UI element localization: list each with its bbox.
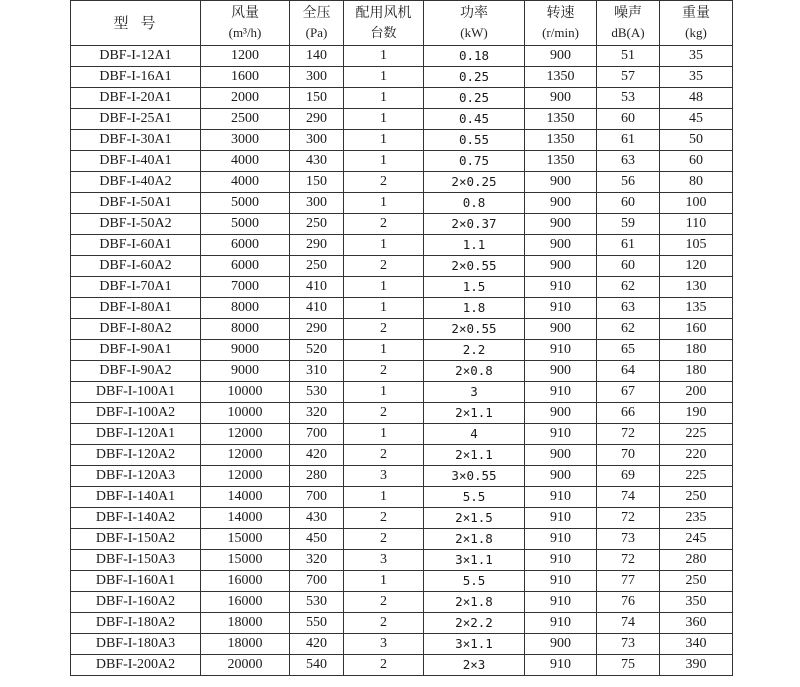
total-pressure-cell: 550 bbox=[290, 613, 344, 634]
header-weight-unit: (kg) bbox=[685, 25, 707, 40]
total-pressure-cell: 520 bbox=[290, 340, 344, 361]
table-row bbox=[71, 214, 733, 235]
air-flow-cell: 5000 bbox=[201, 214, 290, 235]
noise-cell: 75 bbox=[597, 655, 660, 676]
total-pressure-cell: 280 bbox=[290, 466, 344, 487]
header-noise-unit: dB(A) bbox=[611, 25, 645, 40]
speed-cell: 900 bbox=[525, 403, 597, 424]
air-flow-cell: 6000 bbox=[201, 256, 290, 277]
table-row bbox=[71, 466, 733, 487]
header-weight-label: 重量 bbox=[682, 5, 710, 21]
total-pressure-cell: 320 bbox=[290, 403, 344, 424]
fan-count-cell: 1 bbox=[344, 151, 424, 172]
power-cell: 2×1.1 bbox=[424, 445, 525, 466]
fan-count-cell: 1 bbox=[344, 46, 424, 67]
weight-cell: 80 bbox=[660, 172, 733, 193]
noise-cell: 72 bbox=[597, 508, 660, 529]
total-pressure-cell: 150 bbox=[290, 172, 344, 193]
noise-cell: 66 bbox=[597, 403, 660, 424]
model-cell: DBF-I-140A2 bbox=[71, 508, 201, 529]
table-row bbox=[71, 46, 733, 67]
speed-cell: 910 bbox=[525, 424, 597, 445]
air-flow-cell: 9000 bbox=[201, 340, 290, 361]
fan-count-cell: 2 bbox=[344, 361, 424, 382]
fan-count-cell: 1 bbox=[344, 382, 424, 403]
air-flow-cell: 8000 bbox=[201, 298, 290, 319]
weight-cell: 180 bbox=[660, 340, 733, 361]
weight-cell: 220 bbox=[660, 445, 733, 466]
speed-cell: 900 bbox=[525, 361, 597, 382]
speed-cell: 910 bbox=[525, 550, 597, 571]
total-pressure-cell: 430 bbox=[290, 151, 344, 172]
speed-cell: 900 bbox=[525, 319, 597, 340]
air-flow-cell: 12000 bbox=[201, 424, 290, 445]
noise-cell: 59 bbox=[597, 214, 660, 235]
speed-cell: 1350 bbox=[525, 109, 597, 130]
model-cell: DBF-I-80A2 bbox=[71, 319, 201, 340]
speed-cell: 910 bbox=[525, 298, 597, 319]
model-cell: DBF-I-100A1 bbox=[71, 382, 201, 403]
air-flow-cell: 8000 bbox=[201, 319, 290, 340]
total-pressure-cell: 700 bbox=[290, 424, 344, 445]
noise-cell: 70 bbox=[597, 445, 660, 466]
table-row bbox=[71, 235, 733, 256]
model-cell: DBF-I-25A1 bbox=[71, 109, 201, 130]
model-cell: DBF-I-40A2 bbox=[71, 172, 201, 193]
table-row bbox=[71, 340, 733, 361]
model-cell: DBF-I-40A1 bbox=[71, 151, 201, 172]
power-cell: 2×0.55 bbox=[424, 256, 525, 277]
noise-cell: 60 bbox=[597, 193, 660, 214]
model-cell: DBF-I-12A1 bbox=[71, 46, 201, 67]
weight-cell: 235 bbox=[660, 508, 733, 529]
air-flow-cell: 18000 bbox=[201, 634, 290, 655]
weight-cell: 350 bbox=[660, 592, 733, 613]
speed-cell: 900 bbox=[525, 193, 597, 214]
table-row bbox=[71, 298, 733, 319]
header-air-flow-unit: (m³/h) bbox=[228, 25, 262, 40]
power-cell: 1.5 bbox=[424, 277, 525, 298]
weight-cell: 245 bbox=[660, 529, 733, 550]
table-row bbox=[71, 508, 733, 529]
noise-cell: 76 bbox=[597, 592, 660, 613]
power-cell: 0.18 bbox=[424, 46, 525, 67]
speed-cell: 900 bbox=[525, 214, 597, 235]
table-row bbox=[71, 256, 733, 277]
weight-cell: 105 bbox=[660, 235, 733, 256]
header-air-flow bbox=[201, 1, 290, 46]
air-flow-cell: 14000 bbox=[201, 508, 290, 529]
weight-cell: 360 bbox=[660, 613, 733, 634]
model-cell: DBF-I-180A3 bbox=[71, 634, 201, 655]
weight-cell: 130 bbox=[660, 277, 733, 298]
speed-cell: 910 bbox=[525, 529, 597, 550]
header-power-label: 功率 bbox=[460, 5, 488, 21]
speed-cell: 910 bbox=[525, 277, 597, 298]
air-flow-cell: 15000 bbox=[201, 529, 290, 550]
table-row bbox=[71, 151, 733, 172]
air-flow-cell: 16000 bbox=[201, 571, 290, 592]
header-power bbox=[424, 1, 525, 46]
noise-cell: 61 bbox=[597, 130, 660, 151]
header-total-pressure-label: 全压 bbox=[302, 5, 331, 21]
noise-cell: 72 bbox=[597, 550, 660, 571]
header-fan-count-label: 配用风机 bbox=[355, 5, 412, 21]
speed-cell: 1350 bbox=[525, 151, 597, 172]
power-cell: 0.25 bbox=[424, 88, 525, 109]
model-cell: DBF-I-150A2 bbox=[71, 529, 201, 550]
fan-count-cell: 3 bbox=[344, 634, 424, 655]
total-pressure-cell: 250 bbox=[290, 256, 344, 277]
noise-cell: 60 bbox=[597, 109, 660, 130]
power-cell: 3×1.1 bbox=[424, 634, 525, 655]
header-speed bbox=[525, 1, 597, 46]
power-cell: 0.8 bbox=[424, 193, 525, 214]
air-flow-cell: 1600 bbox=[201, 67, 290, 88]
power-cell: 2×0.8 bbox=[424, 361, 525, 382]
model-cell: DBF-I-150A3 bbox=[71, 550, 201, 571]
noise-cell: 62 bbox=[597, 277, 660, 298]
header-fan-count bbox=[344, 1, 424, 46]
table-row bbox=[71, 613, 733, 634]
total-pressure-cell: 700 bbox=[290, 571, 344, 592]
noise-cell: 62 bbox=[597, 319, 660, 340]
table-row bbox=[71, 130, 733, 151]
model-cell: DBF-I-120A3 bbox=[71, 466, 201, 487]
model-cell: DBF-I-50A2 bbox=[71, 214, 201, 235]
weight-cell: 340 bbox=[660, 634, 733, 655]
model-cell: DBF-I-20A1 bbox=[71, 88, 201, 109]
total-pressure-cell: 250 bbox=[290, 214, 344, 235]
speed-cell: 1350 bbox=[525, 130, 597, 151]
weight-cell: 200 bbox=[660, 382, 733, 403]
noise-cell: 73 bbox=[597, 529, 660, 550]
speed-cell: 910 bbox=[525, 592, 597, 613]
noise-cell: 64 bbox=[597, 361, 660, 382]
air-flow-cell: 15000 bbox=[201, 550, 290, 571]
air-flow-cell: 20000 bbox=[201, 655, 290, 676]
fan-count-cell: 1 bbox=[344, 193, 424, 214]
total-pressure-cell: 300 bbox=[290, 193, 344, 214]
weight-cell: 35 bbox=[660, 67, 733, 88]
fan-count-cell: 2 bbox=[344, 529, 424, 550]
table-row bbox=[71, 382, 733, 403]
power-cell: 3×1.1 bbox=[424, 550, 525, 571]
speed-cell: 900 bbox=[525, 46, 597, 67]
power-cell: 2×2.2 bbox=[424, 613, 525, 634]
fan-count-cell: 2 bbox=[344, 172, 424, 193]
power-cell: 5.5 bbox=[424, 571, 525, 592]
total-pressure-cell: 450 bbox=[290, 529, 344, 550]
power-cell: 0.25 bbox=[424, 67, 525, 88]
speed-cell: 1350 bbox=[525, 67, 597, 88]
fan-count-cell: 2 bbox=[344, 445, 424, 466]
air-flow-cell: 18000 bbox=[201, 613, 290, 634]
weight-cell: 225 bbox=[660, 466, 733, 487]
power-cell: 3 bbox=[424, 382, 525, 403]
table-row bbox=[71, 319, 733, 340]
noise-cell: 53 bbox=[597, 88, 660, 109]
noise-cell: 51 bbox=[597, 46, 660, 67]
power-cell: 2×1.5 bbox=[424, 508, 525, 529]
noise-cell: 74 bbox=[597, 487, 660, 508]
fan-count-cell: 1 bbox=[344, 340, 424, 361]
air-flow-cell: 5000 bbox=[201, 193, 290, 214]
header-total-pressure-unit: (Pa) bbox=[305, 25, 328, 40]
weight-cell: 100 bbox=[660, 193, 733, 214]
header-power-unit: (kW) bbox=[460, 25, 488, 40]
total-pressure-cell: 310 bbox=[290, 361, 344, 382]
fan-count-cell: 1 bbox=[344, 277, 424, 298]
speed-cell: 900 bbox=[525, 235, 597, 256]
speed-cell: 910 bbox=[525, 655, 597, 676]
weight-cell: 250 bbox=[660, 487, 733, 508]
header-row bbox=[71, 1, 733, 46]
total-pressure-cell: 320 bbox=[290, 550, 344, 571]
model-cell: DBF-I-16A1 bbox=[71, 67, 201, 88]
fan-count-cell: 1 bbox=[344, 235, 424, 256]
power-cell: 1.8 bbox=[424, 298, 525, 319]
model-cell: DBF-I-100A2 bbox=[71, 403, 201, 424]
model-cell: DBF-I-120A1 bbox=[71, 424, 201, 445]
total-pressure-cell: 540 bbox=[290, 655, 344, 676]
total-pressure-cell: 700 bbox=[290, 487, 344, 508]
speed-cell: 900 bbox=[525, 466, 597, 487]
model-cell: DBF-I-60A2 bbox=[71, 256, 201, 277]
weight-cell: 120 bbox=[660, 256, 733, 277]
weight-cell: 280 bbox=[660, 550, 733, 571]
speed-cell: 900 bbox=[525, 88, 597, 109]
noise-cell: 63 bbox=[597, 298, 660, 319]
model-cell: DBF-I-140A1 bbox=[71, 487, 201, 508]
power-cell: 2×1.1 bbox=[424, 403, 525, 424]
air-flow-cell: 6000 bbox=[201, 235, 290, 256]
weight-cell: 50 bbox=[660, 130, 733, 151]
power-cell: 2×3 bbox=[424, 655, 525, 676]
speed-cell: 910 bbox=[525, 382, 597, 403]
model-cell: DBF-I-30A1 bbox=[71, 130, 201, 151]
total-pressure-cell: 140 bbox=[290, 46, 344, 67]
noise-cell: 77 bbox=[597, 571, 660, 592]
model-cell: DBF-I-80A1 bbox=[71, 298, 201, 319]
weight-cell: 180 bbox=[660, 361, 733, 382]
fan-count-cell: 2 bbox=[344, 508, 424, 529]
table-row bbox=[71, 655, 733, 676]
air-flow-cell: 7000 bbox=[201, 277, 290, 298]
power-cell: 5.5 bbox=[424, 487, 525, 508]
noise-cell: 74 bbox=[597, 613, 660, 634]
header-model-label: 型号 bbox=[113, 13, 168, 32]
table-row bbox=[71, 592, 733, 613]
fan-count-cell: 3 bbox=[344, 466, 424, 487]
table-row bbox=[71, 445, 733, 466]
model-cell: DBF-I-200A2 bbox=[71, 655, 201, 676]
total-pressure-cell: 300 bbox=[290, 130, 344, 151]
fan-count-cell: 1 bbox=[344, 88, 424, 109]
speed-cell: 910 bbox=[525, 571, 597, 592]
fan-count-cell: 1 bbox=[344, 67, 424, 88]
noise-cell: 67 bbox=[597, 382, 660, 403]
table-row bbox=[71, 403, 733, 424]
fan-count-cell: 1 bbox=[344, 130, 424, 151]
total-pressure-cell: 290 bbox=[290, 235, 344, 256]
weight-cell: 48 bbox=[660, 88, 733, 109]
fan-count-cell: 2 bbox=[344, 655, 424, 676]
noise-cell: 65 bbox=[597, 340, 660, 361]
header-speed-label: 转速 bbox=[546, 5, 575, 21]
speed-cell: 900 bbox=[525, 172, 597, 193]
total-pressure-cell: 420 bbox=[290, 445, 344, 466]
model-cell: DBF-I-120A2 bbox=[71, 445, 201, 466]
fan-count-cell: 2 bbox=[344, 403, 424, 424]
power-cell: 2×1.8 bbox=[424, 592, 525, 613]
total-pressure-cell: 290 bbox=[290, 109, 344, 130]
air-flow-cell: 9000 bbox=[201, 361, 290, 382]
table-row bbox=[71, 550, 733, 571]
fan-count-cell: 2 bbox=[344, 319, 424, 340]
table-header bbox=[71, 1, 733, 46]
fan-count-cell: 2 bbox=[344, 256, 424, 277]
weight-cell: 35 bbox=[660, 46, 733, 67]
air-flow-cell: 4000 bbox=[201, 172, 290, 193]
model-cell: DBF-I-90A1 bbox=[71, 340, 201, 361]
fan-count-cell: 1 bbox=[344, 487, 424, 508]
table-row bbox=[71, 172, 733, 193]
power-cell: 0.75 bbox=[424, 151, 525, 172]
weight-cell: 110 bbox=[660, 214, 733, 235]
fan-count-cell: 1 bbox=[344, 109, 424, 130]
power-cell: 2×0.37 bbox=[424, 214, 525, 235]
air-flow-cell: 10000 bbox=[201, 403, 290, 424]
air-flow-cell: 10000 bbox=[201, 382, 290, 403]
air-flow-cell: 2500 bbox=[201, 109, 290, 130]
speed-cell: 910 bbox=[525, 613, 597, 634]
fan-count-cell: 3 bbox=[344, 550, 424, 571]
total-pressure-cell: 290 bbox=[290, 319, 344, 340]
fan-count-cell: 1 bbox=[344, 571, 424, 592]
header-model bbox=[71, 1, 201, 46]
air-flow-cell: 12000 bbox=[201, 445, 290, 466]
model-cell: DBF-I-60A1 bbox=[71, 235, 201, 256]
weight-cell: 390 bbox=[660, 655, 733, 676]
total-pressure-cell: 150 bbox=[290, 88, 344, 109]
fan-count-cell: 2 bbox=[344, 592, 424, 613]
weight-cell: 60 bbox=[660, 151, 733, 172]
power-cell: 0.55 bbox=[424, 130, 525, 151]
model-cell: DBF-I-70A1 bbox=[71, 277, 201, 298]
total-pressure-cell: 430 bbox=[290, 508, 344, 529]
total-pressure-cell: 410 bbox=[290, 277, 344, 298]
noise-cell: 63 bbox=[597, 151, 660, 172]
table-row bbox=[71, 88, 733, 109]
total-pressure-cell: 410 bbox=[290, 298, 344, 319]
weight-cell: 190 bbox=[660, 403, 733, 424]
power-cell: 0.45 bbox=[424, 109, 525, 130]
header-air-flow-label: 风量 bbox=[231, 5, 259, 21]
model-cell: DBF-I-160A2 bbox=[71, 592, 201, 613]
air-flow-cell: 3000 bbox=[201, 130, 290, 151]
table-row bbox=[71, 109, 733, 130]
total-pressure-cell: 300 bbox=[290, 67, 344, 88]
noise-cell: 60 bbox=[597, 256, 660, 277]
speed-cell: 900 bbox=[525, 634, 597, 655]
noise-cell: 56 bbox=[597, 172, 660, 193]
speed-cell: 900 bbox=[525, 445, 597, 466]
noise-cell: 69 bbox=[597, 466, 660, 487]
table-row bbox=[71, 487, 733, 508]
table-row bbox=[71, 67, 733, 88]
weight-cell: 250 bbox=[660, 571, 733, 592]
air-flow-cell: 14000 bbox=[201, 487, 290, 508]
speed-cell: 910 bbox=[525, 508, 597, 529]
header-noise bbox=[597, 1, 660, 46]
header-fan-count-unit: 台数 bbox=[370, 25, 397, 40]
speed-cell: 900 bbox=[525, 256, 597, 277]
table-row bbox=[71, 361, 733, 382]
table-body bbox=[71, 46, 733, 676]
total-pressure-cell: 530 bbox=[290, 382, 344, 403]
fan-count-cell: 1 bbox=[344, 298, 424, 319]
power-cell: 2×0.55 bbox=[424, 319, 525, 340]
table-row bbox=[71, 193, 733, 214]
power-cell: 1.1 bbox=[424, 235, 525, 256]
noise-cell: 73 bbox=[597, 634, 660, 655]
speed-cell: 910 bbox=[525, 340, 597, 361]
table-row bbox=[71, 529, 733, 550]
header-noise-label: 噪声 bbox=[614, 5, 642, 21]
table-row bbox=[71, 634, 733, 655]
fan-count-cell: 2 bbox=[344, 613, 424, 634]
total-pressure-cell: 420 bbox=[290, 634, 344, 655]
weight-cell: 135 bbox=[660, 298, 733, 319]
power-cell: 2×0.25 bbox=[424, 172, 525, 193]
weight-cell: 160 bbox=[660, 319, 733, 340]
model-cell: DBF-I-50A1 bbox=[71, 193, 201, 214]
noise-cell: 61 bbox=[597, 235, 660, 256]
noise-cell: 72 bbox=[597, 424, 660, 445]
air-flow-cell: 1200 bbox=[201, 46, 290, 67]
fan-count-cell: 2 bbox=[344, 214, 424, 235]
table-row bbox=[71, 571, 733, 592]
model-cell: DBF-I-180A2 bbox=[71, 613, 201, 634]
weight-cell: 225 bbox=[660, 424, 733, 445]
model-cell: DBF-I-90A2 bbox=[71, 361, 201, 382]
fan-count-cell: 1 bbox=[344, 424, 424, 445]
power-cell: 4 bbox=[424, 424, 525, 445]
header-weight bbox=[660, 1, 733, 46]
model-cell: DBF-I-160A1 bbox=[71, 571, 201, 592]
total-pressure-cell: 530 bbox=[290, 592, 344, 613]
air-flow-cell: 4000 bbox=[201, 151, 290, 172]
table-row bbox=[71, 277, 733, 298]
weight-cell: 45 bbox=[660, 109, 733, 130]
speed-cell: 910 bbox=[525, 487, 597, 508]
air-flow-cell: 16000 bbox=[201, 592, 290, 613]
fan-spec-table bbox=[70, 0, 733, 676]
power-cell: 2.2 bbox=[424, 340, 525, 361]
table-row bbox=[71, 424, 733, 445]
air-flow-cell: 12000 bbox=[201, 466, 290, 487]
header-total-pressure bbox=[290, 1, 344, 46]
power-cell: 2×1.8 bbox=[424, 529, 525, 550]
header-speed-unit: (r/min) bbox=[542, 25, 579, 40]
air-flow-cell: 2000 bbox=[201, 88, 290, 109]
noise-cell: 57 bbox=[597, 67, 660, 88]
power-cell: 3×0.55 bbox=[424, 466, 525, 487]
